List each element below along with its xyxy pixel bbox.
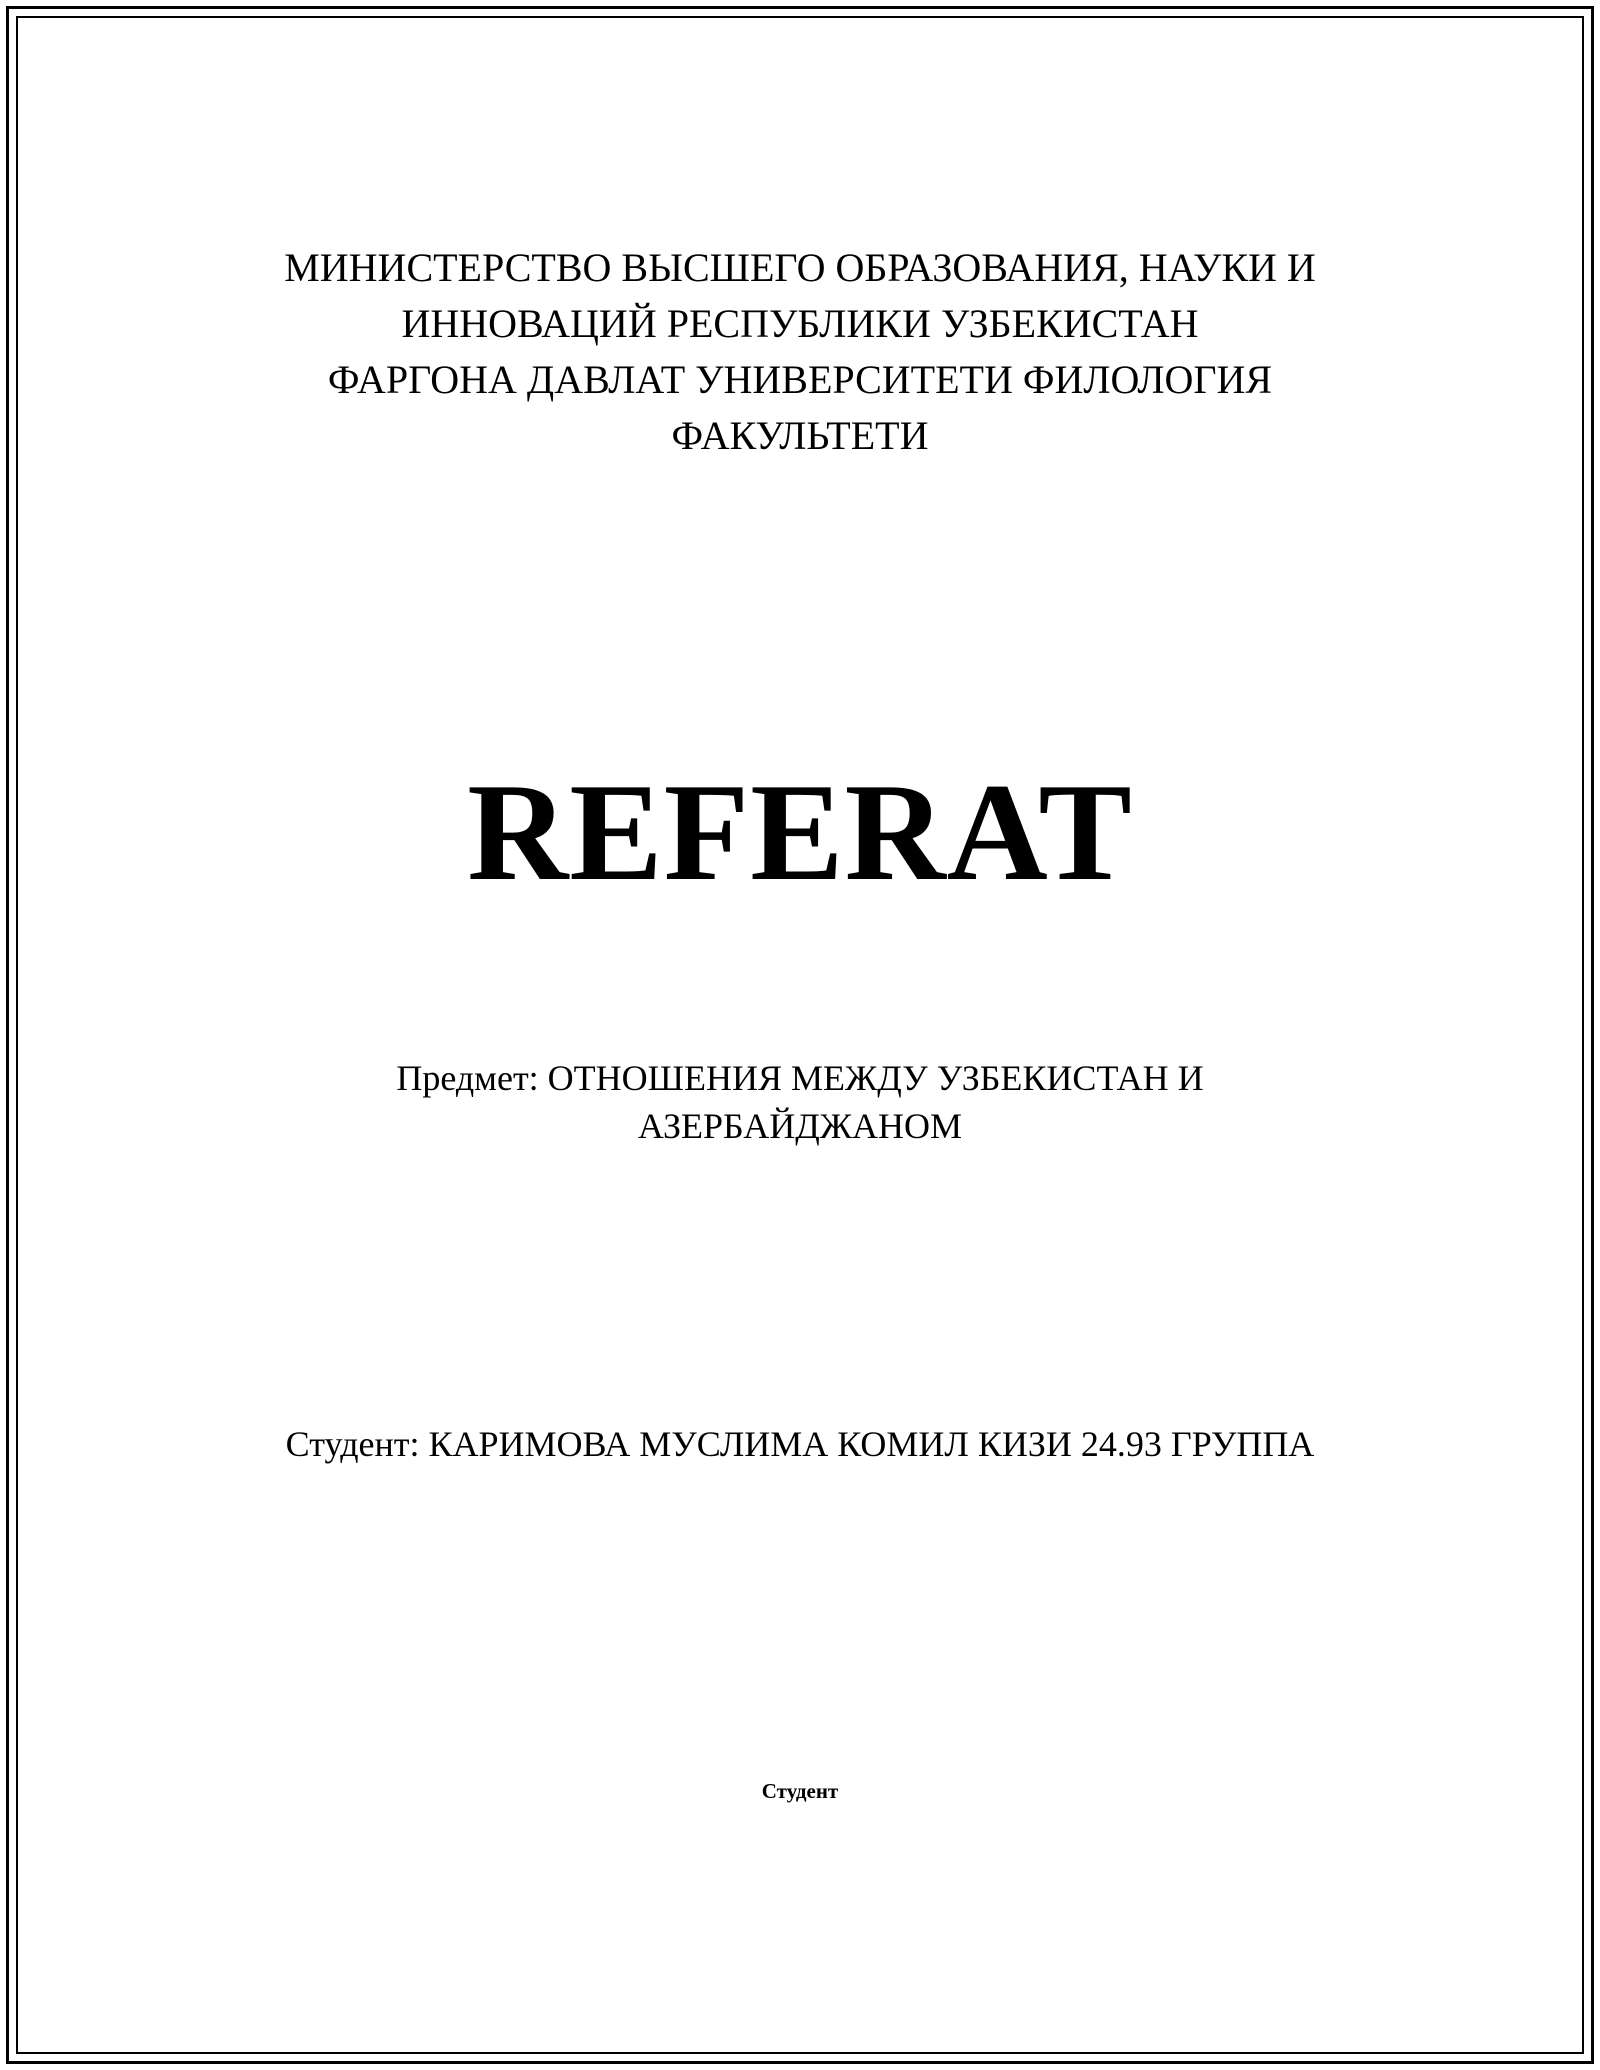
ministry-header-line: МИНИСТЕРСТВО ВЫСШЕГО ОБРАЗОВАНИЯ, НАУКИ И [284,245,1316,290]
ministry-header-line: ИННОВАЦИЙ РЕСПУБЛИКИ УЗБЕКИСТАН [401,301,1199,346]
subject-block [0,1054,1600,1150]
document-title: REFERAT [467,755,1133,910]
ministry-header-line: ФАРГОНА ДАВЛАТ УНИВЕРСИТЕТИ ФИЛОЛОГИЯ [327,357,1273,402]
subject-line: Предмет: ОТНОШЕНИЯ МЕЖДУ УЗБЕКИСТАН И [396,1058,1204,1098]
subject-line: АЗЕРБАЙДЖАНОМ [637,1106,963,1146]
student-label: Студент [761,1779,839,1803]
ministry-header-line: ФАКУЛЬТЕТИ [671,413,929,458]
ministry-header [0,240,1600,464]
student-info: Студент: КАРИМОВА МУСЛИМА КОМИЛ КИЗИ 24.93 ГРУППА [285,1424,1315,1464]
